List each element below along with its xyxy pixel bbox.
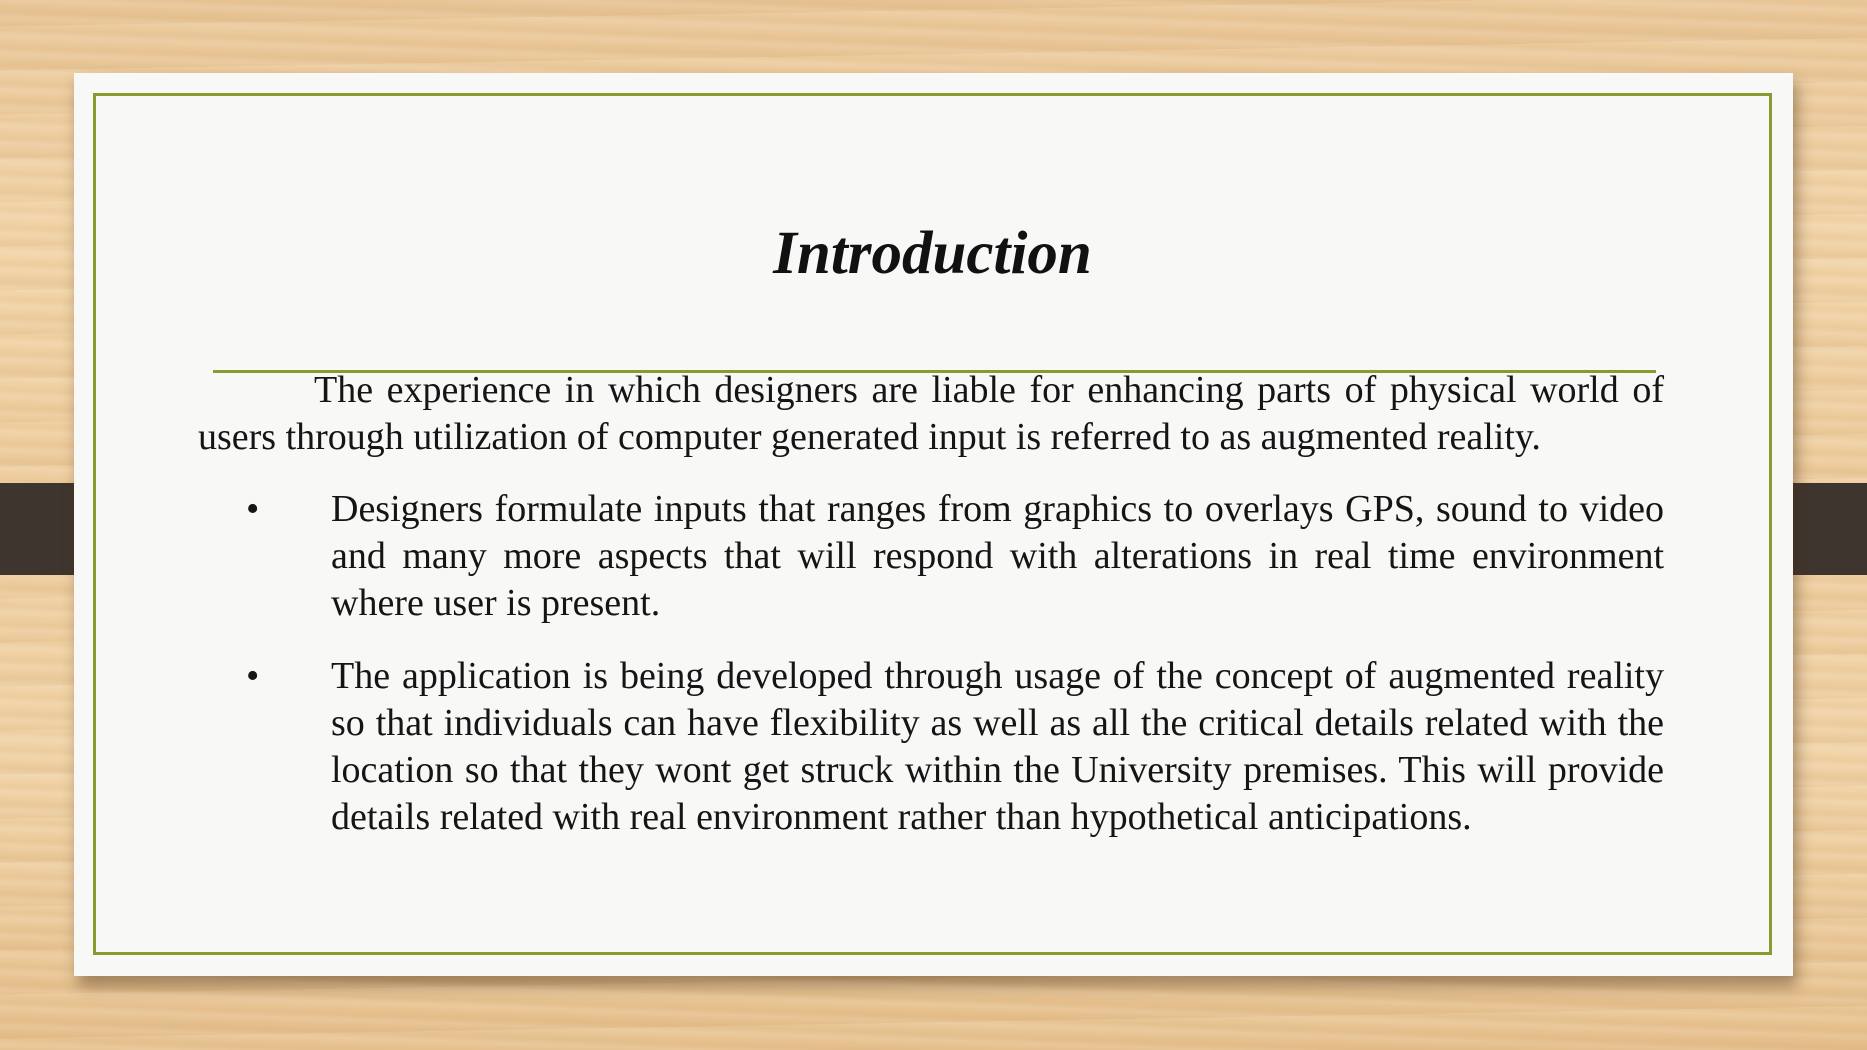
- bullet-text: Designers formulate inputs that ranges from graphics to overlays GPS, sound to video and many more aspects that will respond with alterations in real time environment where user is present.: [331, 488, 1664, 624]
- intro-paragraph: The experience in which designers are liable for enhancing parts of physical world of users through utilization of computer generated input is referred to as augmented reality.: [198, 369, 1664, 458]
- bullet-item: [198, 653, 1664, 841]
- bullet-list: [198, 486, 1664, 841]
- bullet-marker: •: [246, 655, 260, 697]
- slide-body: [198, 367, 1664, 867]
- bullet-item: [198, 486, 1664, 627]
- slide-title: Introduction: [773, 220, 1092, 287]
- bullet-marker: •: [246, 488, 260, 530]
- bullet-text: The application is being developed through usage of the concept of augmented reality so that individuals can have flexibility as well as all the critical details related with the location so that they wont get struck within the University premises. This will provide details related with real environment rather than hypothetical anticipations.: [331, 655, 1664, 838]
